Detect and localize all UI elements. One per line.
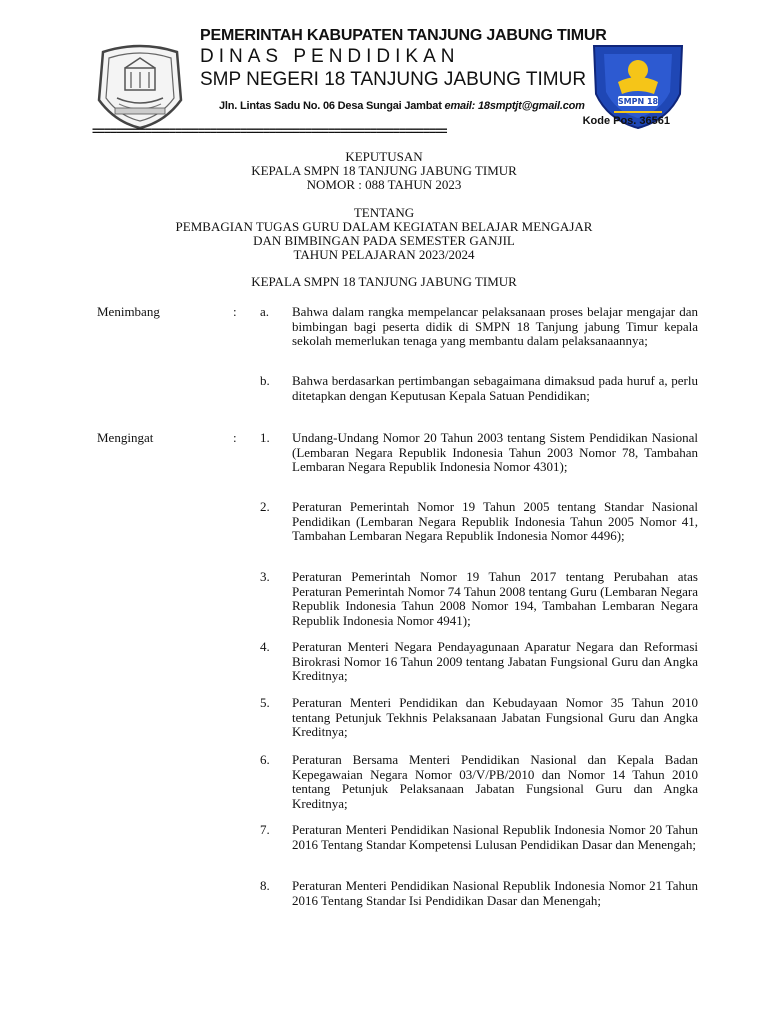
issuer-line: KEPALA SMPN 18 TANJUNG JABUNG TIMUR [251,274,517,289]
agency-name: DINAS PENDIDIKAN [200,46,460,67]
school-name: SMP NEGERI 18 TANJUNG JABUNG TIMUR [200,69,587,90]
item-marker: 4. [260,639,270,654]
email-text: email: 18smptjt@gmail.com [444,100,585,112]
address-text: Jln. Lintas Sadu No. 06 Desa Sungai Jambat [219,100,442,112]
regency-emblem-icon [95,42,185,130]
item-text: Undang-Undang Nomor 20 Tahun 2003 tentang Sistem Pendidikan Nasional (Lembaran Negara Republik Indonesia Tahun 2003 Nomor 78, Tambahan Lembaran Negara Republik Indonesia Nomor 4301); [292,430,698,474]
item-marker: 8. [260,878,270,893]
item-text: Bahwa dalam rangka mempelancar pelaksanaan proses belajar mengajar dan bimbingan bagi peserta didik di SMPN 18 Tanjung jabung Timur kepala sekolah memerlukan tenaga yang membantu dalam pelaksanaannya; [292,304,698,348]
decree-subject [0,206,768,262]
item-marker: b. [260,373,270,388]
item-text: Peraturan Menteri Pendidikan Nasional Republik Indonesia Nomor 20 Tahun 2016 Tentang Standar Kompetensi Lulusan Pendidikan Dasar dan Menengah; [292,822,698,852]
subject-line-2: DAN BIMBINGAN PADA SEMESTER GANJIL [253,233,515,248]
letterhead-title [200,26,630,92]
menimbang-label: Menimbang [97,304,160,319]
letterhead-separator: ============================================================ [92,124,447,138]
decree-label: KEPUTUSAN [345,149,423,164]
item-text: Peraturan Menteri Pendidikan Nasional Republik Indonesia Nomor 21 Tahun 2016 Tentang Standar Isi Pendidikan Dasar dan Menengah; [292,878,698,908]
item-text: Bahwa berdasarkan pertimbangan sebagaimana dimaksud pada huruf a, perlu ditetapkan dengan Keputusan Kepala Satuan Pendidikan; [292,373,698,403]
letterhead [0,0,768,150]
item-marker: 3. [260,569,270,584]
postal-code: Kode Pos. 36561 [582,115,670,127]
mengingat-colon: : [233,430,237,445]
government-name: PEMERINTAH KABUPATEN TANJUNG JABUNG TIMUR [200,27,607,44]
menimbang-colon: : [233,304,237,319]
subject-label: TENTANG [353,205,415,220]
item-marker: 7. [260,822,270,837]
school-address [219,100,585,112]
item-text: Peraturan Pemerintah Nomor 19 Tahun 2017 tentang Perubahan atas Peraturan Pemerintah Nomor 74 Tahun 2008 tentang Guru (Lembaran Negara Republik Indonesia Tahun 2008 Nomor 194, Tambahan Lembaran Negara Republik Indonesia Nomor 4941); [292,569,698,628]
decree-header [0,150,768,192]
item-marker: 2. [260,499,270,514]
item-text: Peraturan Menteri Pendidikan dan Kebudayaan Nomor 35 Tahun 2010 tentang Petunjuk Tekhnis Pelaksanaan Jabatan Fungsional Guru dan Angka Kreditnya; [292,695,698,739]
school-logo-text: SMPN 18 [617,97,659,106]
subject-line-1: PEMBAGIAN TUGAS GURU DALAM KEGIATAN BELAJAR MENGAJAR [175,219,593,234]
item-marker: 6. [260,752,270,767]
item-marker: a. [260,304,270,319]
decree-number: NOMOR : 088 TAHUN 2023 [306,177,462,192]
item-text: Peraturan Pemerintah Nomor 19 Tahun 2005 tentang Standar Nasional Pendidikan (Lembaran Negara Republik Indonesia Tahun 2005 Nomor 41, Tambahan Lembaran Negara Republik Indonesia Nomor 4496); [292,499,698,543]
item-marker: 1. [260,430,270,445]
mengingat-label: Mengingat [97,430,154,445]
item-marker: 5. [260,695,270,710]
item-text: Peraturan Menteri Negara Pendayagunaan Aparatur Negara dan Reformasi Birokrasi Nomor 16 Tahun 2009 tentang Jabatan Fungsional Guru dan Angka Kreditnya; [292,639,698,683]
item-text: Peraturan Bersama Menteri Pendidikan Nasional dan Kepala Badan Kepegawaian Negara Nomor 03/V/PB/2010 dan Nomor 14 Tahun 2010 tentang Petunjuk Pelaksanaan Jabatan Fungsional Guru dan Angka Kreditnya; [292,752,698,811]
decree-issuer-repeat [0,275,768,289]
decree-issuer: KEPALA SMPN 18 TANJUNG JABUNG TIMUR [251,163,517,178]
subject-line-3: TAHUN PELAJARAN 2023/2024 [293,247,475,262]
